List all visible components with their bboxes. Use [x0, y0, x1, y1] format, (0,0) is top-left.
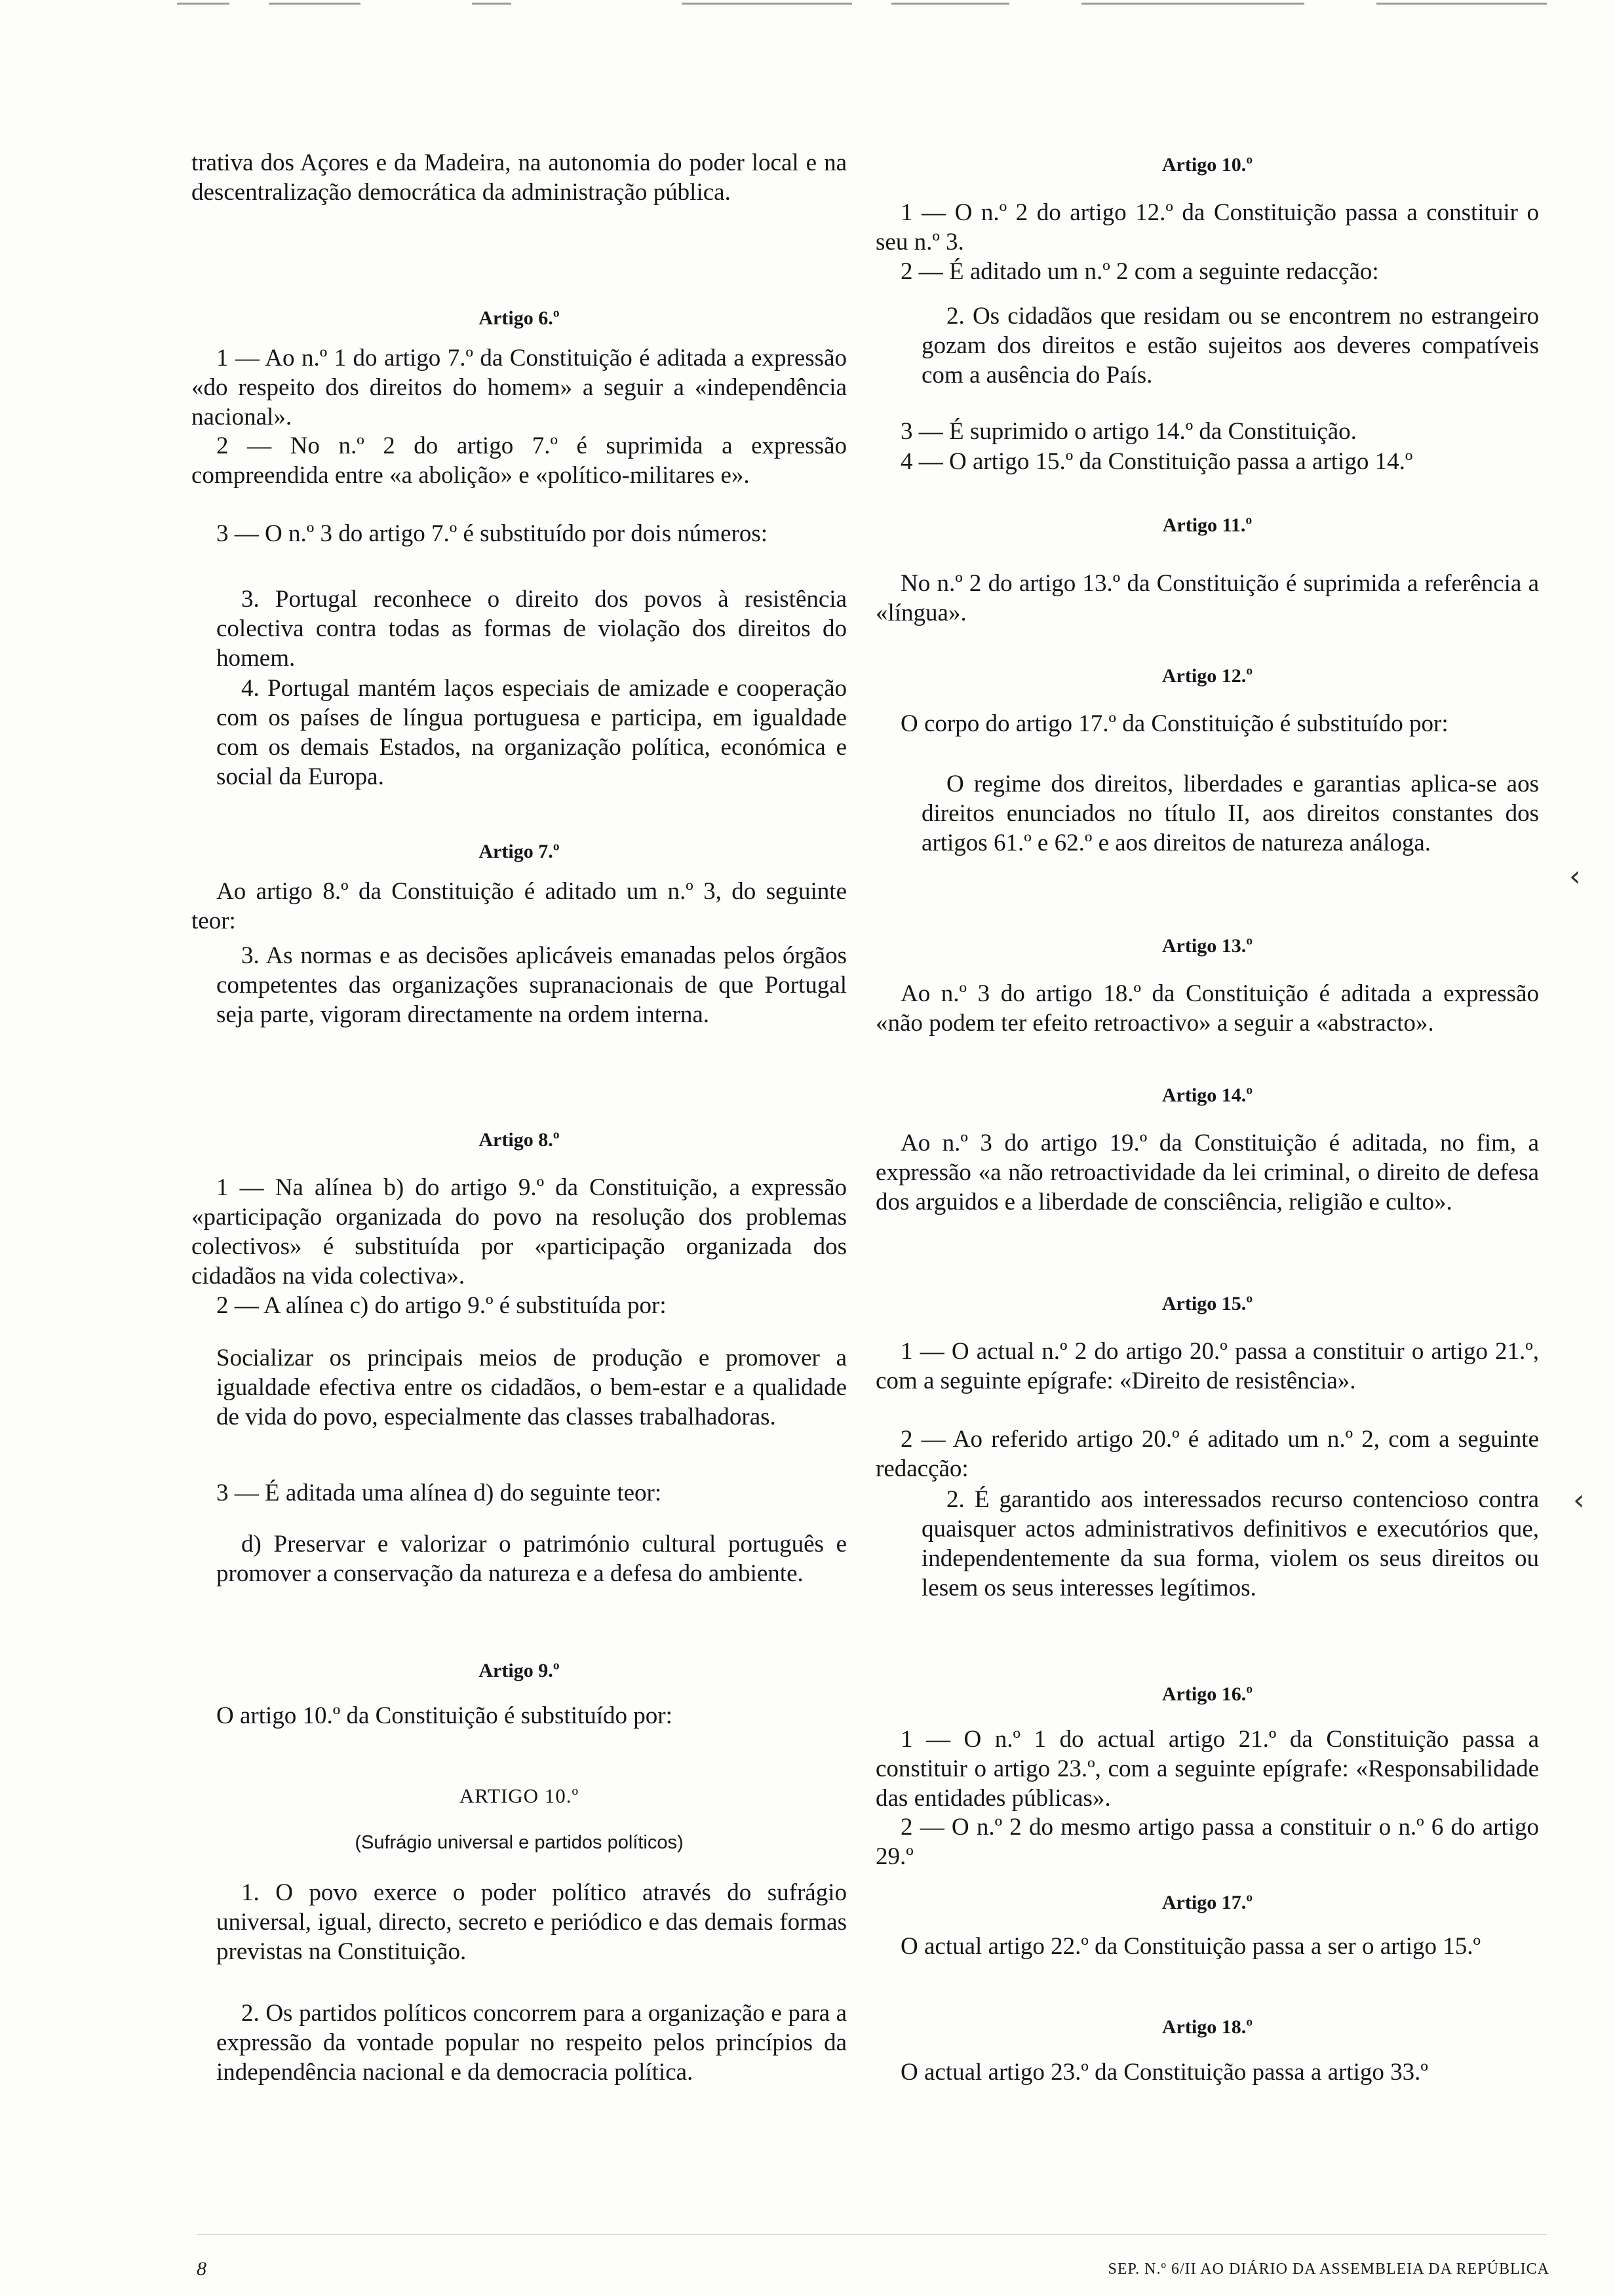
article-8-paragraph-2: 2 — A alínea c) do artigo 9.º é substituída por: [216, 1292, 667, 1319]
article-15-heading: Artigo 15.º [1161, 1293, 1253, 1314]
article-11-heading: Artigo 11.º [1162, 514, 1253, 536]
footer-publication-title: SEP. N.º 6/II AO DIÁRIO DA ASSEMBLEIA DA REPÚBLICA [1108, 2261, 1549, 2278]
article-14-heading: Artigo 14.º [1161, 1084, 1253, 1106]
article-18-heading: Artigo 18.º [1161, 2016, 1253, 2038]
article-10-sub-heading: ARTIGO 10.º [459, 1784, 579, 1807]
article-16-heading: Artigo 16.º [1161, 1683, 1253, 1705]
article-10-paragraph-4: 4 — O artigo 15.º da Constituição passa a artigo 14.º [901, 448, 1413, 475]
article-9-heading: Artigo 9.º [478, 1660, 560, 1681]
page-number: 8 [197, 2258, 206, 2280]
article-15-quote-1: 2. É garantido aos interessados recurso contencioso contra quaisquer actos administrativos definitivos e executórios que, independentemente da sua forma, violem os seus direitos ou lesem os seus interesses legítimos. [922, 1486, 1539, 1601]
article-10-paragraph-1: 1 — O n.º 2 do artigo 12.º da Constituição passa a constituir o seu n.º 3. [876, 199, 1539, 256]
article-17-heading: Artigo 17.º [1161, 1892, 1253, 1913]
article-9-quote-2: 2. Os partidos políticos concorrem para a organização e para a expressão da vontade popular no respeito pelos princípios da independência nacional e da democracia política. [216, 2000, 847, 2086]
article-7-quote-1: 3. As normas e as decisões aplicáveis emanadas pelos órgãos competentes das organizações supranacionais de que Portugal seja parte, vigoram directamente na ordem interna. [216, 942, 847, 1028]
article-12-paragraph-1: O corpo do artigo 17.º da Constituição é substituído por: [901, 710, 1449, 737]
article-10-sub-title: (Sufrágio universal e partidos políticos) [355, 1832, 684, 1853]
article-18-paragraph-1: O actual artigo 23.º da Constituição passa a artigo 33.º [901, 2059, 1428, 2086]
article-10-heading: Artigo 10.º [1161, 154, 1253, 176]
article-8-quote-1: Socializar os principais meios de produção e promover a igualdade efectiva entre os cidadãos, o bem-estar e a qualidade de vida do povo, especialmente das classes trabalhadoras. [216, 1345, 847, 1430]
margin-mark-2: ‹ [1573, 1483, 1585, 1517]
article-10-paragraph-2: 2 — É aditado um n.º 2 com a seguinte redacção: [901, 258, 1379, 285]
footer-rule [197, 2234, 1547, 2235]
article-13-heading: Artigo 13.º [1161, 935, 1253, 957]
article-8-quote-2: d) Preservar e valorizar o património cultural português e promover a conservação da natureza e a defesa do ambiente. [216, 1531, 847, 1587]
article-6-heading: Artigo 6.º [478, 307, 560, 329]
article-16-paragraph-1: 1 — O n.º 1 do actual artigo 21.º da Constituição passa a constituir o artigo 23.º, com a seguinte epígrafe: «Responsabilidade das entidades públicas». [876, 1726, 1539, 1812]
article-17-paragraph-1: O actual artigo 22.º da Constituição passa a ser o artigo 15.º [901, 1933, 1481, 1960]
article-9-quote-1: 1. O povo exerce o poder político através do sufrágio universal, igual, directo, secreto e periódico e das demais formas previstas na Constituição. [216, 1879, 847, 1965]
article-15-paragraph-1: 1 — O actual n.º 2 do artigo 20.º passa a constituir o artigo 21.º, com a seguinte epígrafe: «Direito de resistência». [876, 1338, 1539, 1394]
article-6-paragraph-2: 2 — No n.º 2 do artigo 7.º é suprimida a expressão compreendida entre «a abolição» e «político-militares e». [191, 432, 847, 489]
article-11-paragraph-1: No n.º 2 do artigo 13.º da Constituição é suprimida a referência a «língua». [876, 570, 1539, 626]
article-10-paragraph-3: 3 — É suprimido o artigo 14.º da Constituição. [901, 418, 1357, 445]
article-9-paragraph-1: O artigo 10.º da Constituição é substituído por: [216, 1702, 672, 1729]
article-8-paragraph-1: 1 — Na alínea b) do artigo 9.º da Constituição, a expressão «participação organizada do povo na resolução dos problemas colectivos» é substituída por «participação organizada dos cidadãos na vida colectiva». [191, 1174, 847, 1290]
article-16-paragraph-2: 2 — O n.º 2 do mesmo artigo passa a constituir o n.º 6 do artigo 29.º [876, 1814, 1539, 1870]
article-8-paragraph-3: 3 — É aditada uma alínea d) do seguinte teor: [216, 1480, 662, 1506]
article-7-heading: Artigo 7.º [478, 841, 560, 862]
article-12-heading: Artigo 12.º [1161, 665, 1253, 687]
article-6-paragraph-3: 3 — O n.º 3 do artigo 7.º é substituído por dois números: [216, 520, 768, 547]
article-6-quote-1: 3. Portugal reconhece o direito dos povos à resistência colectiva contra todas as formas de violação dos direitos do homem. [216, 586, 847, 672]
article-7-paragraph-1: Ao artigo 8.º da Constituição é aditado um n.º 3, do seguinte teor: [191, 878, 847, 934]
article-12-quote-1: O regime dos direitos, liberdades e garantias aplica-se aos direitos enunciados no título II, aos direitos constantes dos artigos 61.º e 62.º e aos direitos de natureza análoga. [922, 771, 1539, 856]
article-10-quote-1: 2. Os cidadãos que residam ou se encontrem no estrangeiro gozam dos direitos e estão sujeitos aos deveres compatíveis com a ausência do País. [922, 303, 1539, 389]
article-14-paragraph-1: Ao n.º 3 do artigo 19.º da Constituição é aditada, no fim, a expressão «a não retroactividade da lei criminal, o direito de defesa dos arguidos e a liberdade de consciência, religião e culto». [876, 1130, 1539, 1215]
margin-mark-1: ‹ [1569, 860, 1581, 893]
article-13-paragraph-1: Ao n.º 3 do artigo 18.º da Constituição é aditada a expressão «não podem ter efeito retroactivo» a seguir a «abstracto». [876, 980, 1539, 1037]
article-6-quote-2: 4. Portugal mantém laços especiais de amizade e cooperação com os países de língua portuguesa e participa, em igualdade com os demais Estados, na organização política, económica e social da Europa. [216, 675, 847, 790]
scan-artifact-top [0, 0, 1615, 8]
article-6-paragraph-1: 1 — Ao n.º 1 do artigo 7.º da Constituição é aditada a expressão «do respeito dos direitos do homem» a seguir a «independência nacional». [191, 345, 847, 430]
intro-paragraph: trativa dos Açores e da Madeira, na autonomia do poder local e na descentralização democrática da administração pública. [191, 149, 847, 206]
article-15-paragraph-2: 2 — Ao referido artigo 20.º é aditado um n.º 2, com a seguinte redacção: [876, 1426, 1539, 1482]
article-8-heading: Artigo 8.º [478, 1129, 560, 1151]
